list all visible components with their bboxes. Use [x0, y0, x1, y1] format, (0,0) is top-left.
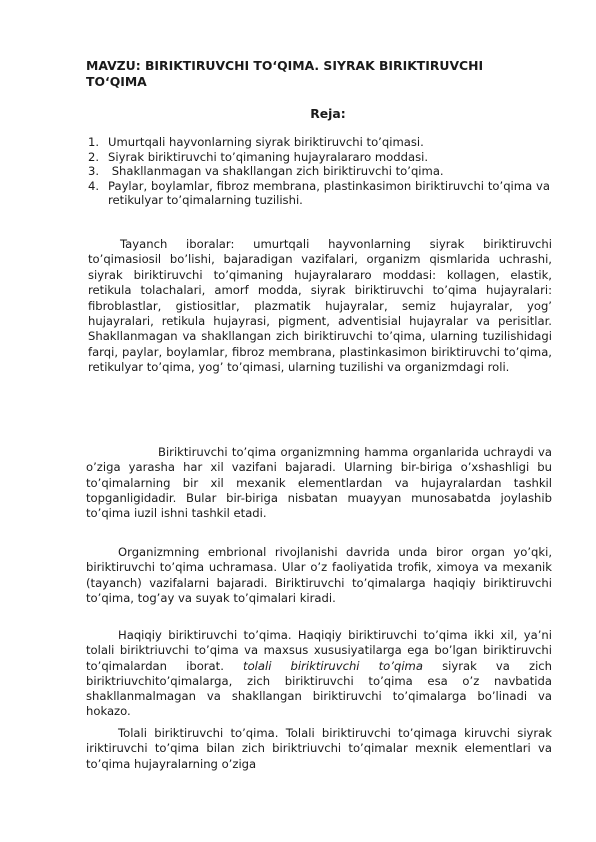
plan-list — [88, 135, 550, 208]
key-terms-paragraph: Tayanch iboralar: umurtqali hayvonlarning siyrak biriktiruvchi to’qimasiosil bo’lishi, bajaradigan vazifalari, organizm qismlarida uchrashi, siyrak biriktiruvchi to’qimaning hujayralararo moddasi: kollagen, elastik, retikula tolachalari, amorf modda, siyrak biriktiruvchi to’qima hujayralari: fibroblastlar, gistiositlar, plazmatik hujayralar, semiz hujayralar, yog’ hujayralari, retikula hujayrasi, pigment, adventisial hujayralar va perisitlar. Shakllanmagan va shakllangan zich biriktiruvchi to’qima, ularning tuzilishidagi farqi, paylar, boylamlar, fibroz membrana, plastinkasimon biriktiruvchi to’qima, retikulyar to’qima, yog’ to’qimasi, ularning tuzilishi va organizmdagi roli. — [88, 237, 552, 375]
plan-item-text: Umurtqali hayvonlarning siyrak biriktiruvchi to’qimasi. — [108, 135, 424, 149]
plan-item-number: 2. — [88, 149, 100, 164]
plan-item — [88, 150, 550, 165]
plan-item — [88, 164, 550, 179]
emphasized-term: tolali biriktiruvchi to’qima — [243, 658, 423, 673]
plan-item-number: 3. — [88, 164, 100, 178]
body-paragraph — [86, 628, 552, 720]
plan-item-text: Shakllanmagan va shakllangan zich biriktiruvchi to’qima. — [108, 164, 444, 178]
plan-item-text: Siyrak biriktiruvchi to’qimaning hujayralararo moddasi. — [108, 149, 429, 164]
body-paragraph: Biriktiruvchi to’qima organizmning hamma organlarida uchraydi va o’ziga yarasha har xil vazifani bajaradi. Ularning bir-biriga o’xshashligi bu to’qimalarning bir xil mexanik elementlardan va hujayralardan tashkil topganligidadir. Bular bir-biriga nisbatan muayyan munosabatda joylashib to’qima iuzil ishni tashkil etadi. — [86, 445, 552, 521]
body-paragraph: Tolali biriktiruvchi to’qima. Tolali biriktiruvchi to’qimaga kiruvchi siyrak iriktiruvchi to’qima bilan zich biriktriuvchi to’qimalar mexnik elementlari va to’qima hujayralarning o’ziga — [86, 726, 552, 771]
plan-heading-label: Reja: — [310, 106, 346, 121]
plan-item — [88, 179, 550, 208]
paragraph-text: siyrak va zich biriktriuvchito’qimalarga, zich biriktiruvchi to’qima esa o’z navbatida shakllanmalmagan va shakllangan biriktiruvchi to’qimalarga bo’linadi va hokazo. — [86, 658, 553, 719]
body-paragraph: Organizmning embrional rivojlanishi davrida unda biror organ yo’qki, biriktiruvchi to’qima uchramasa. Ular o’z faoliyatida trofik, ximoya va mexanik (tayanch) vazifalarni bajaradi. Biriktiruvchi to’qimalarga haqiqiy biriktiruvchi to’qima, tog’ay va suyak to’qimalari kiradi. — [86, 545, 552, 605]
paragraph-text: Haqiqiy biriktiruvchi to’qima. Haqiqiy biriktiruvchi to’qima ikki xil, ya’ni tolali biriktriuvchi to’qima va maxsus xususiyatilarga ega bo’lgan biriktiruvchi to’qimalardan iborat. — [86, 628, 552, 673]
plan-item-number: 4. — [88, 178, 100, 193]
plan-heading — [0, 106, 596, 122]
plan-item — [88, 135, 550, 150]
page-title: MAVZU: BIRIKTIRUVCHI TO‘QIMA. SIYRAK BIRIKTIRUVCHI TO‘QIMA — [86, 58, 484, 89]
plan-item-text: Paylar, boylamlar, fibroz membrana, plastinkasimon biriktiruvchi to’qima va retikulyar to’qimalarning tuzilishi. — [108, 178, 550, 207]
plan-item-number: 1. — [88, 135, 100, 149]
